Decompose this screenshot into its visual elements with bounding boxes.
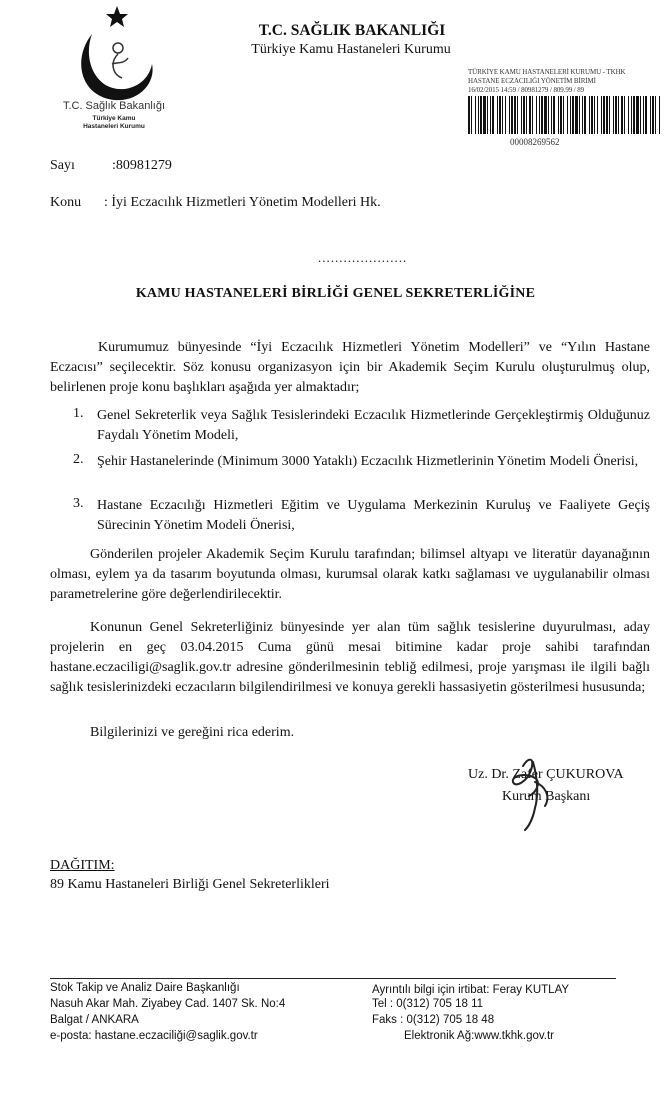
- barcode-bar: [594, 96, 595, 134]
- list-item-text: Şehir Hastanelerinde (Minimum 3000 Yataklı) Eczacılık Hizmetlerinin Yönetim Modeli Önerisi,: [97, 454, 639, 469]
- barcode-bar: [548, 96, 549, 134]
- barcode-bar: [652, 96, 654, 134]
- number-label: Sayı: [50, 158, 75, 173]
- barcode-bar: [521, 96, 522, 134]
- barcode-bar: [541, 96, 543, 134]
- barcode-bar: [517, 96, 518, 134]
- barcode-bar: [563, 96, 564, 134]
- barcode-bar: [655, 96, 656, 134]
- barcode: [466, 96, 662, 134]
- barcode-bar: [633, 96, 635, 134]
- barcode-bar: [601, 96, 602, 134]
- barcode-bar: [514, 96, 516, 134]
- logo-star: [106, 6, 128, 27]
- list-item-number: 3.: [73, 496, 84, 511]
- barcode-bar: [613, 96, 614, 134]
- barcode-bar: [551, 96, 552, 134]
- stamp-line-1: TÜRKİYE KAMU HASTANELERİ KURUMU - TKHK: [468, 68, 626, 76]
- barcode-bar: [645, 96, 647, 134]
- list-item-number: 2.: [73, 452, 84, 467]
- barcode-bar: [487, 96, 488, 134]
- barcode-bar: [478, 96, 479, 134]
- barcode-bar: [579, 96, 580, 134]
- list-item-text: Hastane Eczacılığı Hizmetleri Eğitim ve Uygulama Merkezinin Kuruluş ve Faaliyete Geçiş Sürecinin Yönetim Modeli Önerisi,: [97, 498, 650, 533]
- barcode-bar: [490, 96, 491, 134]
- barcode-bar: [529, 96, 531, 134]
- footer-department: Stok Takip ve Analiz Daire Başkanlığı: [50, 982, 240, 994]
- barcode-bar: [659, 96, 660, 134]
- body-paragraph-1: Kurumumuz bünyesinde “İyi Eczacılık Hizmetleri Yönetim Modelleri” ve “Yılın Hastane Eczacısı” seçilecektir. Söz konusu organizasyon için bir Akademik Seçim Kurulu oluşturulmuş olup, belirlenen proje konu başlıkları aşağıda yer almaktadır;: [50, 340, 650, 395]
- barcode-bar: [570, 96, 571, 134]
- barcode-bar: [591, 96, 593, 134]
- number-value: :80981279: [112, 158, 172, 173]
- logo-crescent: [81, 34, 152, 100]
- subject-value: : İyi Eczacılık Hizmetleri Yönetim Modelleri Hk.: [104, 195, 381, 210]
- footer-website: Elektronik Ağ:www.tkhk.gov.tr: [404, 1030, 554, 1042]
- stamp-line-3: 16/02/2015 14:59 / 80981279 / 809.99 / 89: [468, 86, 585, 94]
- list-item-number: 1.: [73, 406, 84, 421]
- barcode-bar: [640, 96, 641, 134]
- barcode-bar: [523, 96, 525, 134]
- subject-label: Konu: [50, 195, 82, 210]
- signer-title: Kurum Başkanı: [502, 789, 591, 804]
- barcode-bar: [636, 96, 639, 134]
- barcode-bar: [584, 96, 586, 134]
- barcode-bar: [553, 96, 555, 134]
- distribution-item: 89 Kamu Hastaneleri Birliği Genel Sekreterlikleri: [50, 877, 330, 892]
- barcode-number: 00008269562: [510, 137, 560, 147]
- barcode-bar: [502, 96, 503, 134]
- footer-phone: Tel : 0(312) 705 18 11: [372, 998, 484, 1010]
- signer-name: Uz. Dr. Zafer ÇUKUROVA: [468, 767, 624, 782]
- barcode-bar: [544, 96, 547, 134]
- barcode-bar: [499, 96, 501, 134]
- barcode-bar: [615, 96, 617, 134]
- footer-address: Nasuh Akar Mah. Ziyabey Cad. 1407 Sk. No:4: [50, 998, 286, 1010]
- barcode-bar: [471, 96, 472, 134]
- barcode-bar: [492, 96, 494, 134]
- barcode-bar: [650, 96, 651, 134]
- barcode-bar: [497, 96, 498, 134]
- recipient-dots: .....................: [318, 250, 408, 265]
- logo-title: T.C. Sağlık Bakanlığı: [62, 100, 166, 112]
- barcode-bar: [532, 96, 533, 134]
- body-paragraph-3: Konunun Genel Sekreterliğiniz bünyesinde yer alan tüm sağlık tesislerine duyurulması, aday projelerin en geç 03.04.2015 Cuma günü mesai bitimine kadar proje sahibi tarafından hastane.eczaciligi@saglik.gov.tr adresine gönderilmesinin tebliğ edilmesi, proje yarışması ile ilgili bağlı sağlık tesislerinizdeki eczacıların bilgilendirilmesi ve konuya gerekli hassasiyetin gösterilmesi hususunda;: [50, 620, 650, 695]
- barcode-bar: [603, 96, 605, 134]
- list-item-text: Genel Sekreterlik veya Sağlık Tesislerindeki Eczacılık Hizmetlerinde Gerçekleştirmiş Olduğunuz Faydalı Yönetim Modeli,: [97, 408, 650, 443]
- barcode-bar: [475, 96, 476, 134]
- barcode-bar: [575, 96, 578, 134]
- barcode-bar: [536, 96, 537, 134]
- barcode-bar: [483, 96, 486, 134]
- barcode-bar: [558, 96, 559, 134]
- footer-email: e-posta: hastane.eczaciliği@saglik.gov.tr: [50, 1030, 258, 1042]
- body-paragraph-4: Bilgilerinizi ve gereğini rica ederim.: [90, 725, 295, 740]
- barcode-bar: [621, 96, 623, 134]
- logo-subtitle: Türkiye Kamu Hastaneleri Kurumu: [83, 115, 145, 130]
- barcode-bar: [628, 96, 629, 134]
- barcode-bar: [609, 96, 610, 134]
- barcode-bar: [560, 96, 562, 134]
- barcode-bar: [539, 96, 540, 134]
- barcode-bar: [505, 96, 506, 134]
- barcode-bar: [480, 96, 482, 134]
- distribution-title: DAĞITIM:: [50, 858, 115, 873]
- ministry-title: T.C. SAĞLIK BAKANLIĞI: [258, 22, 446, 39]
- barcode-bar: [624, 96, 625, 134]
- handwritten-signature: [495, 752, 565, 832]
- barcode-bar: [509, 96, 510, 134]
- barcode-bar: [618, 96, 619, 134]
- stamp-line-2: HASTANE ECZACILIĞI YÖNETİM BİRİMİ: [468, 77, 596, 85]
- body-paragraph-2: Gönderilen projeler Akademik Seçim Kurulu tarafından; bilimsel altyapı ve literatür dayanağının olması, eylem ya da tasarım boyutunda olması, kurumsal olarak katkı sağlaması ve uygulanabilir olması parametrelerine göre değerlendirilecektir.: [50, 547, 650, 602]
- barcode-bar: [526, 96, 527, 134]
- barcode-bar: [582, 96, 583, 134]
- barcode-bar: [511, 96, 513, 134]
- barcode-bar: [589, 96, 590, 134]
- footer-divider: [50, 978, 616, 979]
- recipient-heading: KAMU HASTANELERİ BİRLİĞİ GENEL SEKRETERLİĞİNE: [135, 286, 536, 301]
- institution-title: Türkiye Kamu Hastaneleri Kurumu: [251, 42, 451, 57]
- footer-fax: Faks : 0(312) 705 18 48: [372, 1014, 495, 1026]
- footer-contact: Ayrıntılı bilgi için irtibat: Feray KUTLAY: [372, 984, 570, 996]
- barcode-bar: [468, 96, 470, 134]
- footer-city: Balgat / ANKARA: [50, 1014, 139, 1026]
- barcode-bar: [572, 96, 574, 134]
- barcode-bar: [597, 96, 598, 134]
- barcode-bar: [606, 96, 608, 134]
- barcode-bar: [643, 96, 644, 134]
- barcode-bar: [567, 96, 568, 134]
- barcode-bar: [631, 96, 632, 134]
